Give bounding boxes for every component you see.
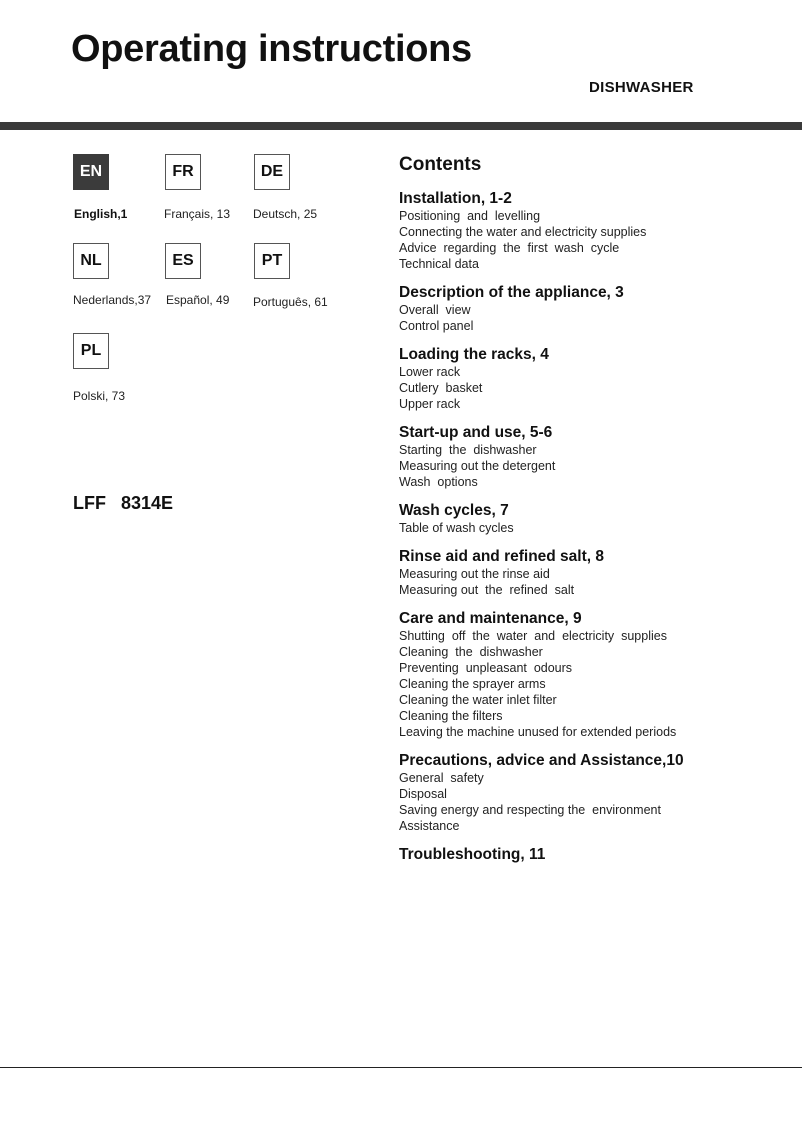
- contents-item[interactable]: Assistance: [399, 819, 460, 833]
- table-of-contents: [399, 153, 794, 875]
- contents-item[interactable]: Cleaning the sprayer arms: [399, 677, 546, 691]
- language-tab-de[interactable]: DE: [254, 154, 290, 190]
- contents-item[interactable]: Overall view: [399, 303, 471, 317]
- contents-section-heading[interactable]: Start-up and use, 5-6: [399, 424, 553, 441]
- language-tab-en[interactable]: EN: [73, 154, 109, 190]
- language-tab-pt[interactable]: PT: [254, 243, 290, 279]
- contents-item[interactable]: Positioning and levelling: [399, 209, 541, 223]
- contents-section-heading[interactable]: Rinse aid and refined salt, 8: [399, 548, 605, 565]
- contents-item[interactable]: Connecting the water and electricity supplies: [399, 225, 647, 239]
- language-label-de[interactable]: Deutsch, 25: [253, 207, 318, 221]
- contents-item[interactable]: Cleaning the dishwasher: [399, 645, 543, 659]
- page-title: Operating instructions: [71, 28, 472, 70]
- contents-item[interactable]: Technical data: [399, 257, 479, 271]
- contents-section: [399, 283, 794, 334]
- header-divider: [0, 122, 802, 130]
- product-type-label: DISHWASHER: [589, 79, 694, 96]
- contents-item[interactable]: Upper rack: [399, 397, 461, 411]
- language-label-es[interactable]: Español, 49: [166, 293, 230, 307]
- model-number: LFF 8314E: [73, 493, 174, 513]
- language-label-en[interactable]: English,1: [74, 207, 128, 221]
- language-tab-es[interactable]: ES: [165, 243, 201, 279]
- contents-item[interactable]: Control panel: [399, 319, 474, 333]
- contents-section-heading[interactable]: Precautions, advice and Assistance,10: [399, 752, 684, 769]
- contents-sections: [399, 189, 794, 864]
- contents-item[interactable]: Saving energy and respecting the environment: [399, 803, 661, 817]
- contents-section-heading[interactable]: Wash cycles, 7: [399, 502, 509, 519]
- contents-section-heading[interactable]: Description of the appliance, 3: [399, 284, 624, 301]
- language-label-pt[interactable]: Português, 61: [253, 295, 328, 309]
- contents-item[interactable]: Wash options: [399, 475, 478, 489]
- contents-section: [399, 609, 794, 740]
- language-label-fr[interactable]: Français, 13: [164, 207, 231, 221]
- language-tab-fr[interactable]: FR: [165, 154, 201, 190]
- contents-section: [399, 501, 794, 536]
- language-tab-nl[interactable]: NL: [73, 243, 109, 279]
- contents-section: [399, 751, 794, 834]
- footer-divider: [0, 1067, 802, 1068]
- contents-title: Contents: [399, 154, 482, 175]
- language-label-nl[interactable]: Nederlands,37: [73, 293, 152, 307]
- contents-item[interactable]: Leaving the machine unused for extended periods: [399, 725, 677, 739]
- contents-item[interactable]: Cutlery basket: [399, 381, 483, 395]
- contents-item[interactable]: Measuring out the refined salt: [399, 583, 575, 597]
- contents-section: [399, 845, 794, 864]
- contents-item[interactable]: Advice regarding the first wash cycle: [399, 241, 620, 255]
- contents-item[interactable]: Disposal: [399, 787, 447, 801]
- language-label-pl[interactable]: Polski, 73: [73, 389, 126, 403]
- contents-item[interactable]: Starting the dishwasher: [399, 443, 537, 457]
- contents-item[interactable]: Table of wash cycles: [399, 521, 514, 535]
- language-tab-pl[interactable]: PL: [73, 333, 109, 369]
- contents-item[interactable]: Cleaning the water inlet filter: [399, 693, 557, 707]
- contents-section: [399, 189, 794, 272]
- contents-section-heading[interactable]: Care and maintenance, 9: [399, 610, 582, 627]
- contents-item[interactable]: General safety: [399, 771, 484, 785]
- contents-item[interactable]: Lower rack: [399, 365, 461, 379]
- contents-item[interactable]: Shutting off the water and electricity supplies: [399, 629, 667, 643]
- contents-section-heading[interactable]: Installation, 1-2: [399, 190, 512, 207]
- contents-item[interactable]: Measuring out the detergent: [399, 459, 556, 473]
- contents-section-heading[interactable]: Loading the racks, 4: [399, 346, 549, 363]
- contents-section: [399, 547, 794, 598]
- contents-item[interactable]: Cleaning the filters: [399, 709, 503, 723]
- contents-section: [399, 423, 794, 490]
- contents-item[interactable]: Preventing unpleasant odours: [399, 661, 573, 675]
- contents-section-heading[interactable]: Troubleshooting, 11: [399, 846, 546, 863]
- contents-section: [399, 345, 794, 412]
- contents-item[interactable]: Measuring out the rinse aid: [399, 567, 550, 581]
